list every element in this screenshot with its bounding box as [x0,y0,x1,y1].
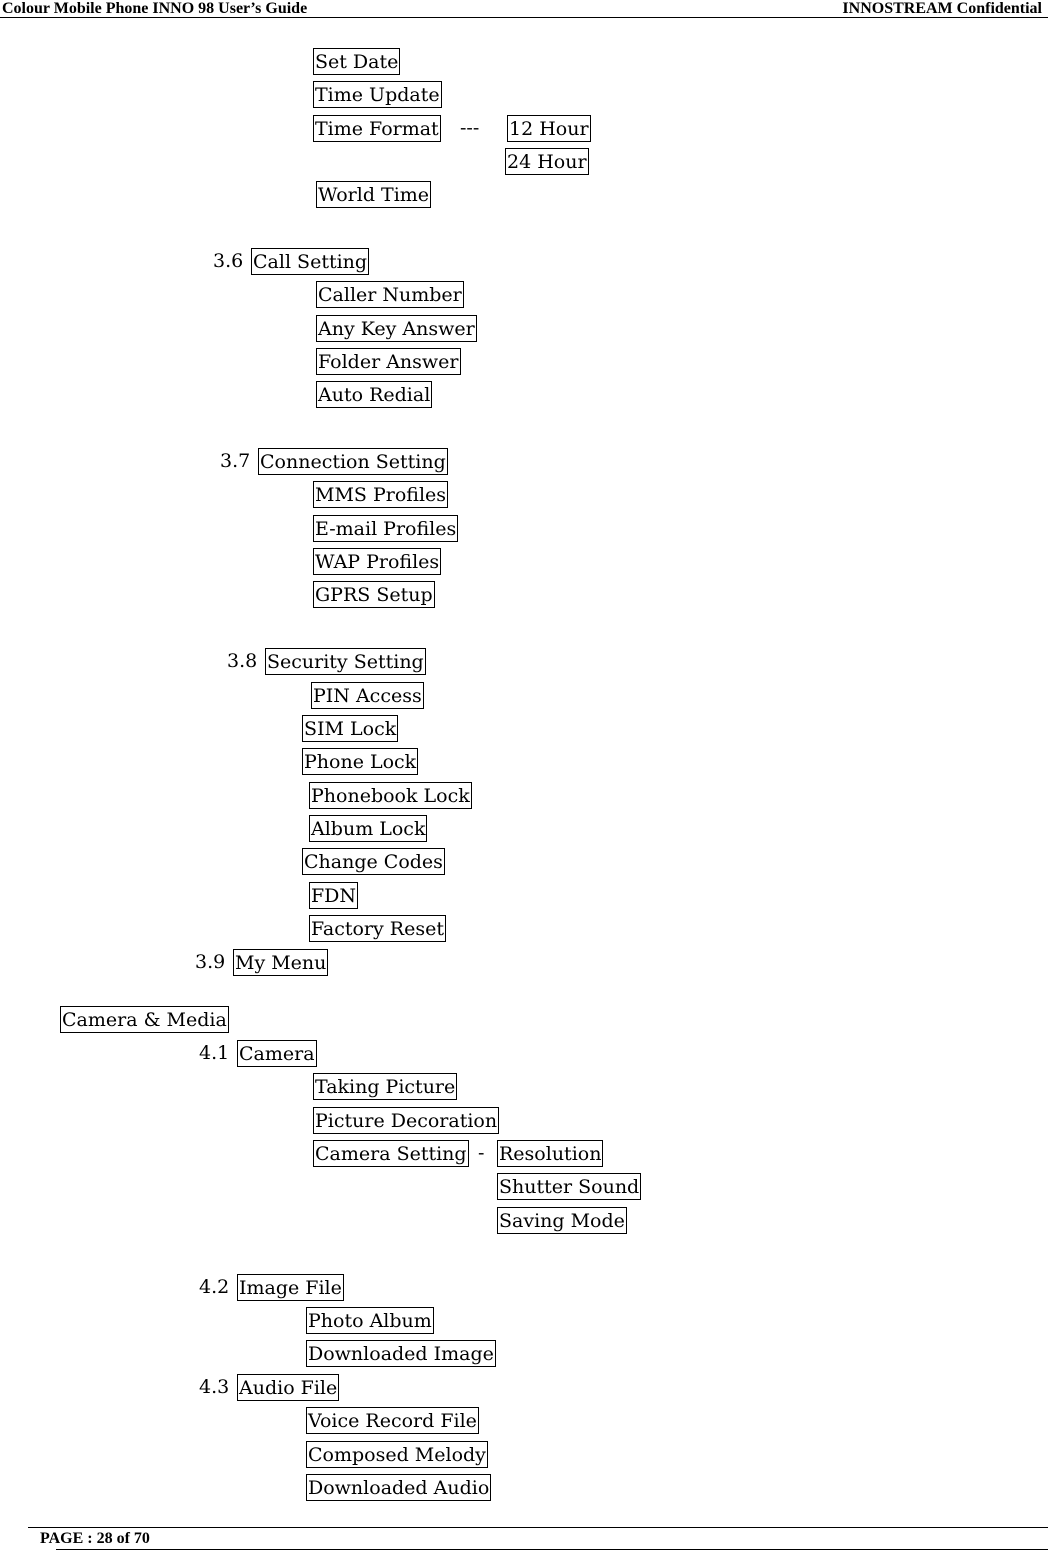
connector-dashes: --- [460,117,480,139]
page-number: PAGE : 28 of 70 [40,1530,150,1547]
menu-item-fdn: FDN [309,882,358,909]
menu-item-time-format: Time Format [313,115,441,142]
menu-item-gprs-setup: GPRS Setup [313,581,435,608]
menu-item-time-update: Time Update [313,81,442,108]
menu-item-phone-lock: Phone Lock [302,748,418,775]
menu-item-12-hour: 12 Hour [507,115,591,142]
document-header-confidential: INNOSTREAM Confidential [842,0,1042,17]
section-number-4-2: 4.2 [199,1276,230,1298]
section-number-3-7: 3.7 [220,450,251,472]
menu-item-composed-melody: Composed Melody [306,1441,488,1468]
connector-dash: - [478,1142,485,1164]
menu-item-picture-decoration: Picture Decoration [313,1107,499,1134]
menu-item-voice-record-file: Voice Record File [306,1407,479,1434]
menu-item-resolution: Resolution [497,1140,603,1167]
menu-item-pin-access: PIN Access [311,682,424,709]
menu-item-audio-file: Audio File [237,1374,339,1401]
menu-item-set-date: Set Date [313,48,400,75]
menu-item-image-file: Image File [237,1274,344,1301]
document-header-title: Colour Mobile Phone INNO 98 User’s Guide [2,0,308,17]
section-number-3-8: 3.8 [227,650,258,672]
menu-item-phonebook-lock: Phonebook Lock [309,782,472,809]
menu-item-security-setting: Security Setting [265,648,426,675]
section-number-3-6: 3.6 [213,250,244,272]
menu-item-change-codes: Change Codes [302,848,445,875]
menu-item-caller-number: Caller Number [316,281,464,308]
menu-item-taking-picture: Taking Picture [313,1073,457,1100]
menu-item-folder-answer: Folder Answer [316,348,461,375]
section-number-4-1: 4.1 [199,1042,230,1064]
menu-item-mms-profiles: MMS Profiles [313,481,448,508]
header-divider [0,17,1048,18]
menu-item-camera-setting: Camera Setting [313,1140,469,1167]
menu-item-wap-profiles: WAP Profiles [313,548,441,575]
menu-item-24-hour: 24 Hour [505,148,589,175]
menu-item-camera: Camera [237,1040,317,1067]
menu-item-album-lock: Album Lock [309,815,427,842]
section-number-4-3: 4.3 [199,1376,230,1398]
menu-item-any-key-answer: Any Key Answer [316,315,477,342]
menu-item-downloaded-image: Downloaded Image [306,1340,496,1367]
menu-item-email-profiles: E-mail Profiles [313,515,458,542]
menu-item-my-menu: My Menu [233,949,328,976]
menu-item-downloaded-audio: Downloaded Audio [306,1474,491,1501]
menu-item-camera-media: Camera & Media [60,1006,229,1033]
footer-divider-bottom [56,1549,1048,1550]
menu-item-call-setting: Call Setting [251,248,369,275]
menu-item-sim-lock: SIM Lock [302,715,398,742]
menu-item-photo-album: Photo Album [306,1307,434,1334]
menu-item-shutter-sound: Shutter Sound [497,1173,641,1200]
footer-divider-top [28,1527,1048,1528]
menu-item-auto-redial: Auto Redial [316,381,432,408]
section-number-3-9: 3.9 [195,951,226,973]
menu-item-connection-setting: Connection Setting [258,448,448,475]
menu-item-factory-reset: Factory Reset [309,915,446,942]
menu-item-saving-mode: Saving Mode [497,1207,627,1234]
menu-item-world-time: World Time [316,181,431,208]
